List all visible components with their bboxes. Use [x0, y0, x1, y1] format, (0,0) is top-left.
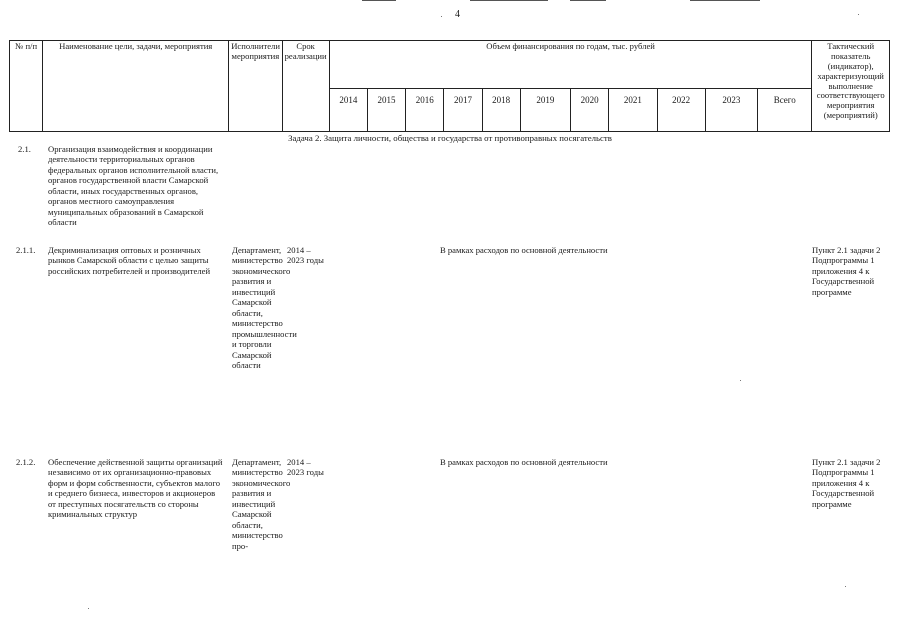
row-term: 2014 – 2023 годы [287, 457, 324, 478]
year-header: Всего [758, 89, 812, 132]
year-header: 2016 [406, 89, 444, 132]
top-rule [690, 0, 760, 1]
year-header: 2018 [482, 89, 520, 132]
row-funding: В рамках расходов по основной деятельности [440, 457, 608, 467]
top-rule [570, 0, 606, 1]
header-num: № п/п [10, 41, 43, 132]
row-executor: Департамент, министерство экономического развития и инвестиций Самарской области, министерство про- [232, 457, 291, 551]
row-number: 2.1. [18, 144, 31, 154]
row-number: 2.1.1. [16, 245, 36, 255]
row-term: 2014 – 2023 годы [287, 245, 324, 266]
row-funding: В рамках расходов по основной деятельности [440, 245, 608, 255]
row-number: 2.1.2. [16, 457, 36, 467]
year-header: 2019 [520, 89, 570, 132]
row-name: Декриминализация оптовых и розничных рынков Самарской области с целью защиты российских потребителей и производителей [48, 245, 211, 276]
header-indicator: Тактический показатель (индикатор), характеризующий выполнение соответствующего мероприятия (мероприятий) [812, 41, 890, 132]
scan-speck [88, 608, 89, 609]
top-rule [362, 0, 396, 1]
header-name: Наименование цели, задачи, мероприятия [43, 41, 229, 132]
year-header: 2022 [657, 89, 705, 132]
scan-speck [740, 380, 741, 381]
scan-speck [441, 16, 442, 17]
page-number: 4 [455, 9, 460, 20]
row-indicator: Пункт 2.1 задачи 2 Подпрограммы 1 приложения 4 к Государственной программе [812, 457, 881, 509]
task-title: Задача 2. Защита личности, общества и государства от противоправных посягательств [288, 133, 612, 143]
year-header: 2014 [329, 89, 367, 132]
scan-speck [858, 14, 859, 15]
header-term: Срок реализации [282, 41, 329, 132]
top-rule [470, 0, 548, 1]
year-header: 2015 [367, 89, 405, 132]
year-header: 2020 [571, 89, 609, 132]
row-name: Организация взаимодействия и координации деятельности территориальных органов федеральных органов исполнительной власти, органов государственной власти Самарской области, иных государственных органов, органов местного самоуправления муниципальных образований в Самарской области [48, 144, 219, 228]
year-header: 2023 [705, 89, 757, 132]
row-indicator: Пункт 2.1 задачи 2 Подпрограммы 1 приложения 4 к Государственной программе [812, 245, 881, 297]
header-table [9, 40, 890, 132]
scan-speck [845, 586, 846, 587]
year-header: 2017 [444, 89, 482, 132]
header-executor: Исполнители мероприятия [229, 41, 282, 132]
row-executor: Департамент, министерство экономического развития и инвестиций Самарской области, министерство промышленности и торговли Самарской области [232, 245, 297, 371]
row-name: Обеспечение действенной защиты организаций независимо от их организационно-правовых форм и форм собственности, субъектов малого и среднего бизнеса, инвесторов и акционеров от преступных посягательств со стороны криминальных структур [48, 457, 223, 520]
year-header: 2021 [609, 89, 657, 132]
header-funding: Объем финансирования по годам, тыс. рублей [329, 41, 812, 89]
